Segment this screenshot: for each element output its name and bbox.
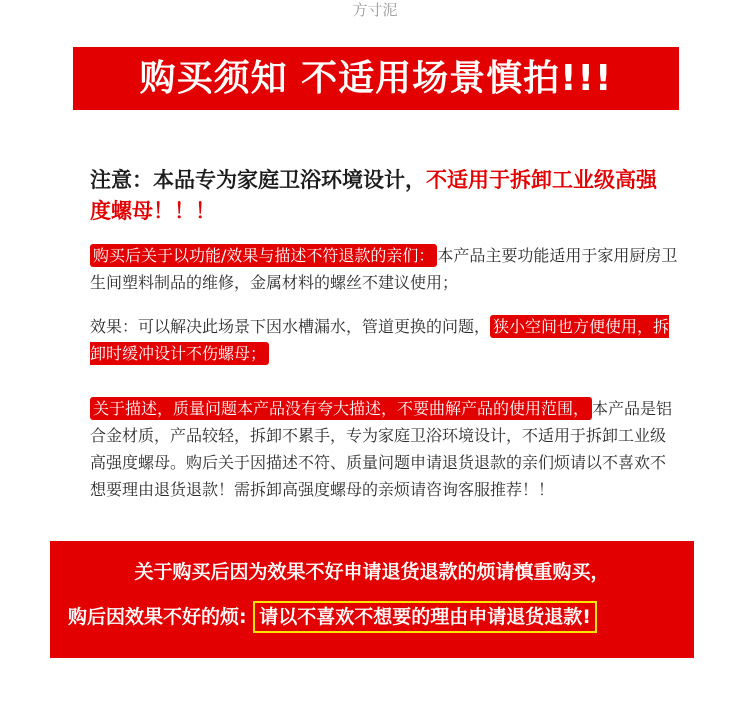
highlight-refund-label: 购买后关于以功能/效果与描述不符退款的亲们：: [90, 244, 437, 267]
footer-line-1: 关于购买后因为效果不好申请退货退款的烦请慎重购买，: [134, 561, 610, 583]
footer-boxed-refund-reason: 请以不喜欢不想要的理由申请退货退款!: [253, 601, 597, 633]
footer-line-2: [68, 601, 688, 633]
paragraph-effect: [90, 313, 680, 367]
paragraph-description-text: 本产品是铝合金材质，产品较轻，拆卸不累手，专为家庭卫浴环境设计，不适用于拆卸工业级高强度螺母。购后关于因描述不符、质量问题申请退货退款的亲们烦请以不喜欢不想要理由退货退款！需拆卸高强度螺母的亲烦请咨询客服推荐！！: [90, 399, 673, 499]
watermark-text: 方寸泥: [352, 1, 398, 19]
paragraph-function-refund: [90, 242, 680, 296]
paragraph-effect-text: 效果：可以解决此场景下因水槽漏水，管道更换的问题，: [90, 317, 491, 336]
purchase-notice-banner: 购买须知 不适用场景慎拍!!!: [73, 47, 679, 110]
highlight-description-note: 关于描述，质量问题本产品没有夸大描述，不要曲解产品的使用范围，: [90, 397, 592, 420]
notice-warning: 不适用于拆卸工业级高强度螺母！！！: [90, 168, 657, 223]
highlight-small-space: 狭小空间也方便使用，拆卸时缓冲设计不伤螺母；: [90, 317, 670, 363]
footer-line-2-prefix: 购后因效果不好的烦:: [68, 606, 247, 628]
paragraph-description-quality: [90, 395, 680, 503]
notice-heading: [90, 165, 670, 227]
footer-warning-block: [50, 541, 694, 658]
notice-prefix: 注意：本品专为家庭卫浴环境设计，: [90, 168, 426, 192]
paragraph-function-text: 本产品主要功能适用于家用厨房卫生间塑料制品的维修，金属材料的螺丝不建议使用；: [90, 246, 678, 292]
